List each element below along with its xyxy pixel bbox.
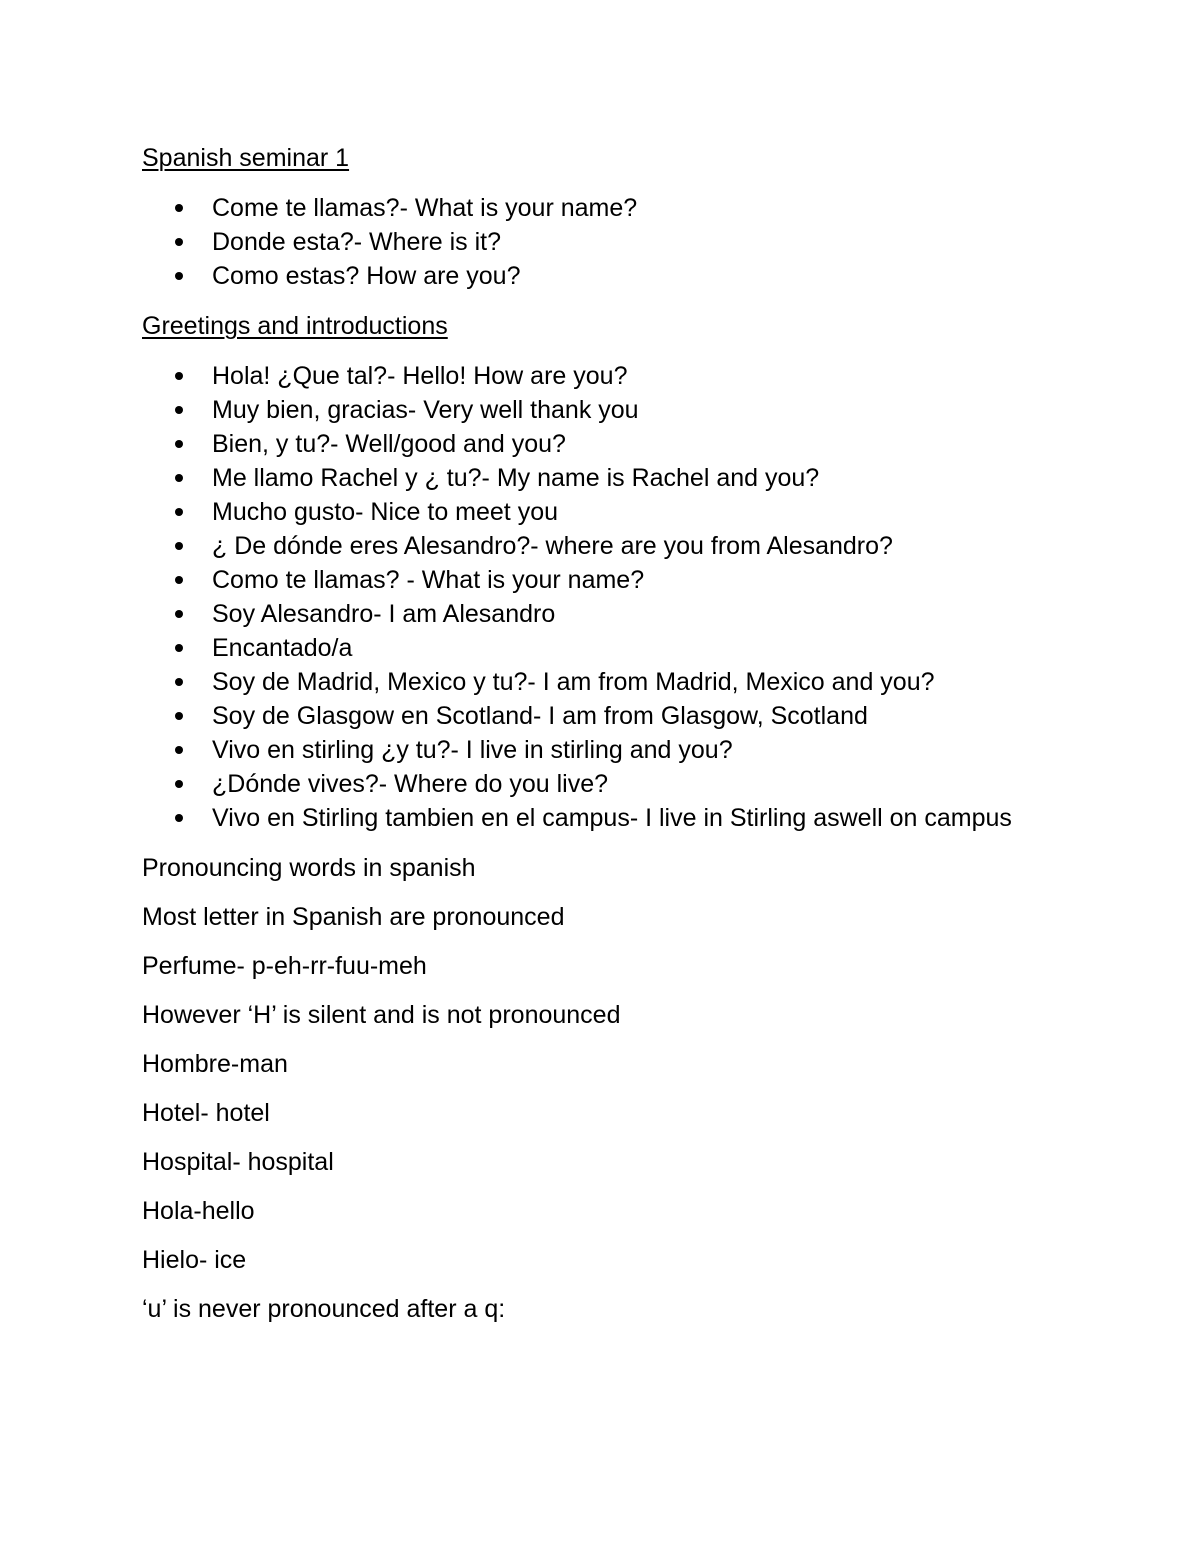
list-item [142,225,1042,259]
bullet-icon [175,542,183,550]
list-item [142,597,1042,631]
paragraph: Hombre-man [142,1050,288,1078]
paragraph: Hotel- hotel [142,1099,270,1127]
list-item-text: Bien, y tu?- Well/good and you? [212,430,566,458]
list-item-text: Vivo en stirling ¿y tu?- I live in stirling and you? [212,736,733,764]
list-item-text: Donde esta?- Where is it? [212,228,502,256]
list-item-text: ¿ De dónde eres Alesandro?- where are you from Alesandro? [212,532,893,560]
list-item-text: Encantado/a [212,634,353,662]
list-item [142,801,1042,835]
seminar-phrase-list [142,191,1042,293]
bullet-icon [175,238,183,246]
paragraph: Hospital- hospital [142,1148,334,1176]
paragraph: Most letter in Spanish are pronounced [142,903,565,931]
paragraph: Hola-hello [142,1197,255,1225]
bullet-icon [175,372,183,380]
list-item [142,767,1042,801]
document-page [142,141,1042,1341]
paragraph: ‘u’ is never pronounced after a q: [142,1295,506,1323]
list-item-text: Soy de Glasgow en Scotland- I am from Glasgow, Scotland [212,702,868,730]
paragraph: However ‘H’ is silent and is not pronounced [142,1001,621,1029]
bullet-icon [175,508,183,516]
bullet-icon [175,644,183,652]
list-item [142,699,1042,733]
paragraph: Perfume- p-eh-rr-fuu-meh [142,952,427,980]
list-item [142,529,1042,563]
bullet-icon [175,406,183,414]
list-item [142,461,1042,495]
list-item [142,259,1042,293]
list-item-text: Como estas? How are you? [212,262,521,290]
bullet-icon [175,746,183,754]
greetings-phrase-list [142,359,1042,835]
bullet-icon [175,272,183,280]
list-item [142,495,1042,529]
list-item-text: Muy bien, gracias- Very well thank you [212,396,639,424]
list-item-text: Come te llamas?- What is your name? [212,194,638,222]
bullet-icon [175,576,183,584]
list-item [142,393,1042,427]
list-item-text: Mucho gusto- Nice to meet you [212,498,558,526]
bullet-icon [175,712,183,720]
list-item-text: Soy de Madrid, Mexico y tu?- I am from Madrid, Mexico and you? [212,668,935,696]
bullet-icon [175,610,183,618]
section-heading-seminar: Spanish seminar 1 [142,144,350,172]
list-item-text: Soy Alesandro- I am Alesandro [212,600,556,628]
section-heading-greetings: Greetings and introductions [142,312,448,340]
list-item-text: ¿Dónde vives?- Where do you live? [212,770,609,798]
list-item-text: Hola! ¿Que tal?- Hello! How are you? [212,362,628,390]
list-item [142,631,1042,665]
list-item-text: Como te llamas? - What is your name? [212,566,645,594]
bullet-icon [175,204,183,212]
paragraph-pronouncing-title: Pronouncing words in spanish [142,854,476,882]
bullet-icon [175,474,183,482]
bullet-icon [175,440,183,448]
list-item [142,563,1042,597]
list-item-text: Me llamo Rachel y ¿ tu?- My name is Rachel and you? [212,464,820,492]
list-item [142,665,1042,699]
bullet-icon [175,678,183,686]
list-item-text: Vivo en Stirling tambien en el campus- I live in Stirling aswell on campus [212,804,1012,832]
list-item [142,359,1042,393]
paragraph: Hielo- ice [142,1246,247,1274]
list-item [142,191,1042,225]
list-item [142,427,1042,461]
bullet-icon [175,814,183,822]
list-item [142,733,1042,767]
bullet-icon [175,780,183,788]
